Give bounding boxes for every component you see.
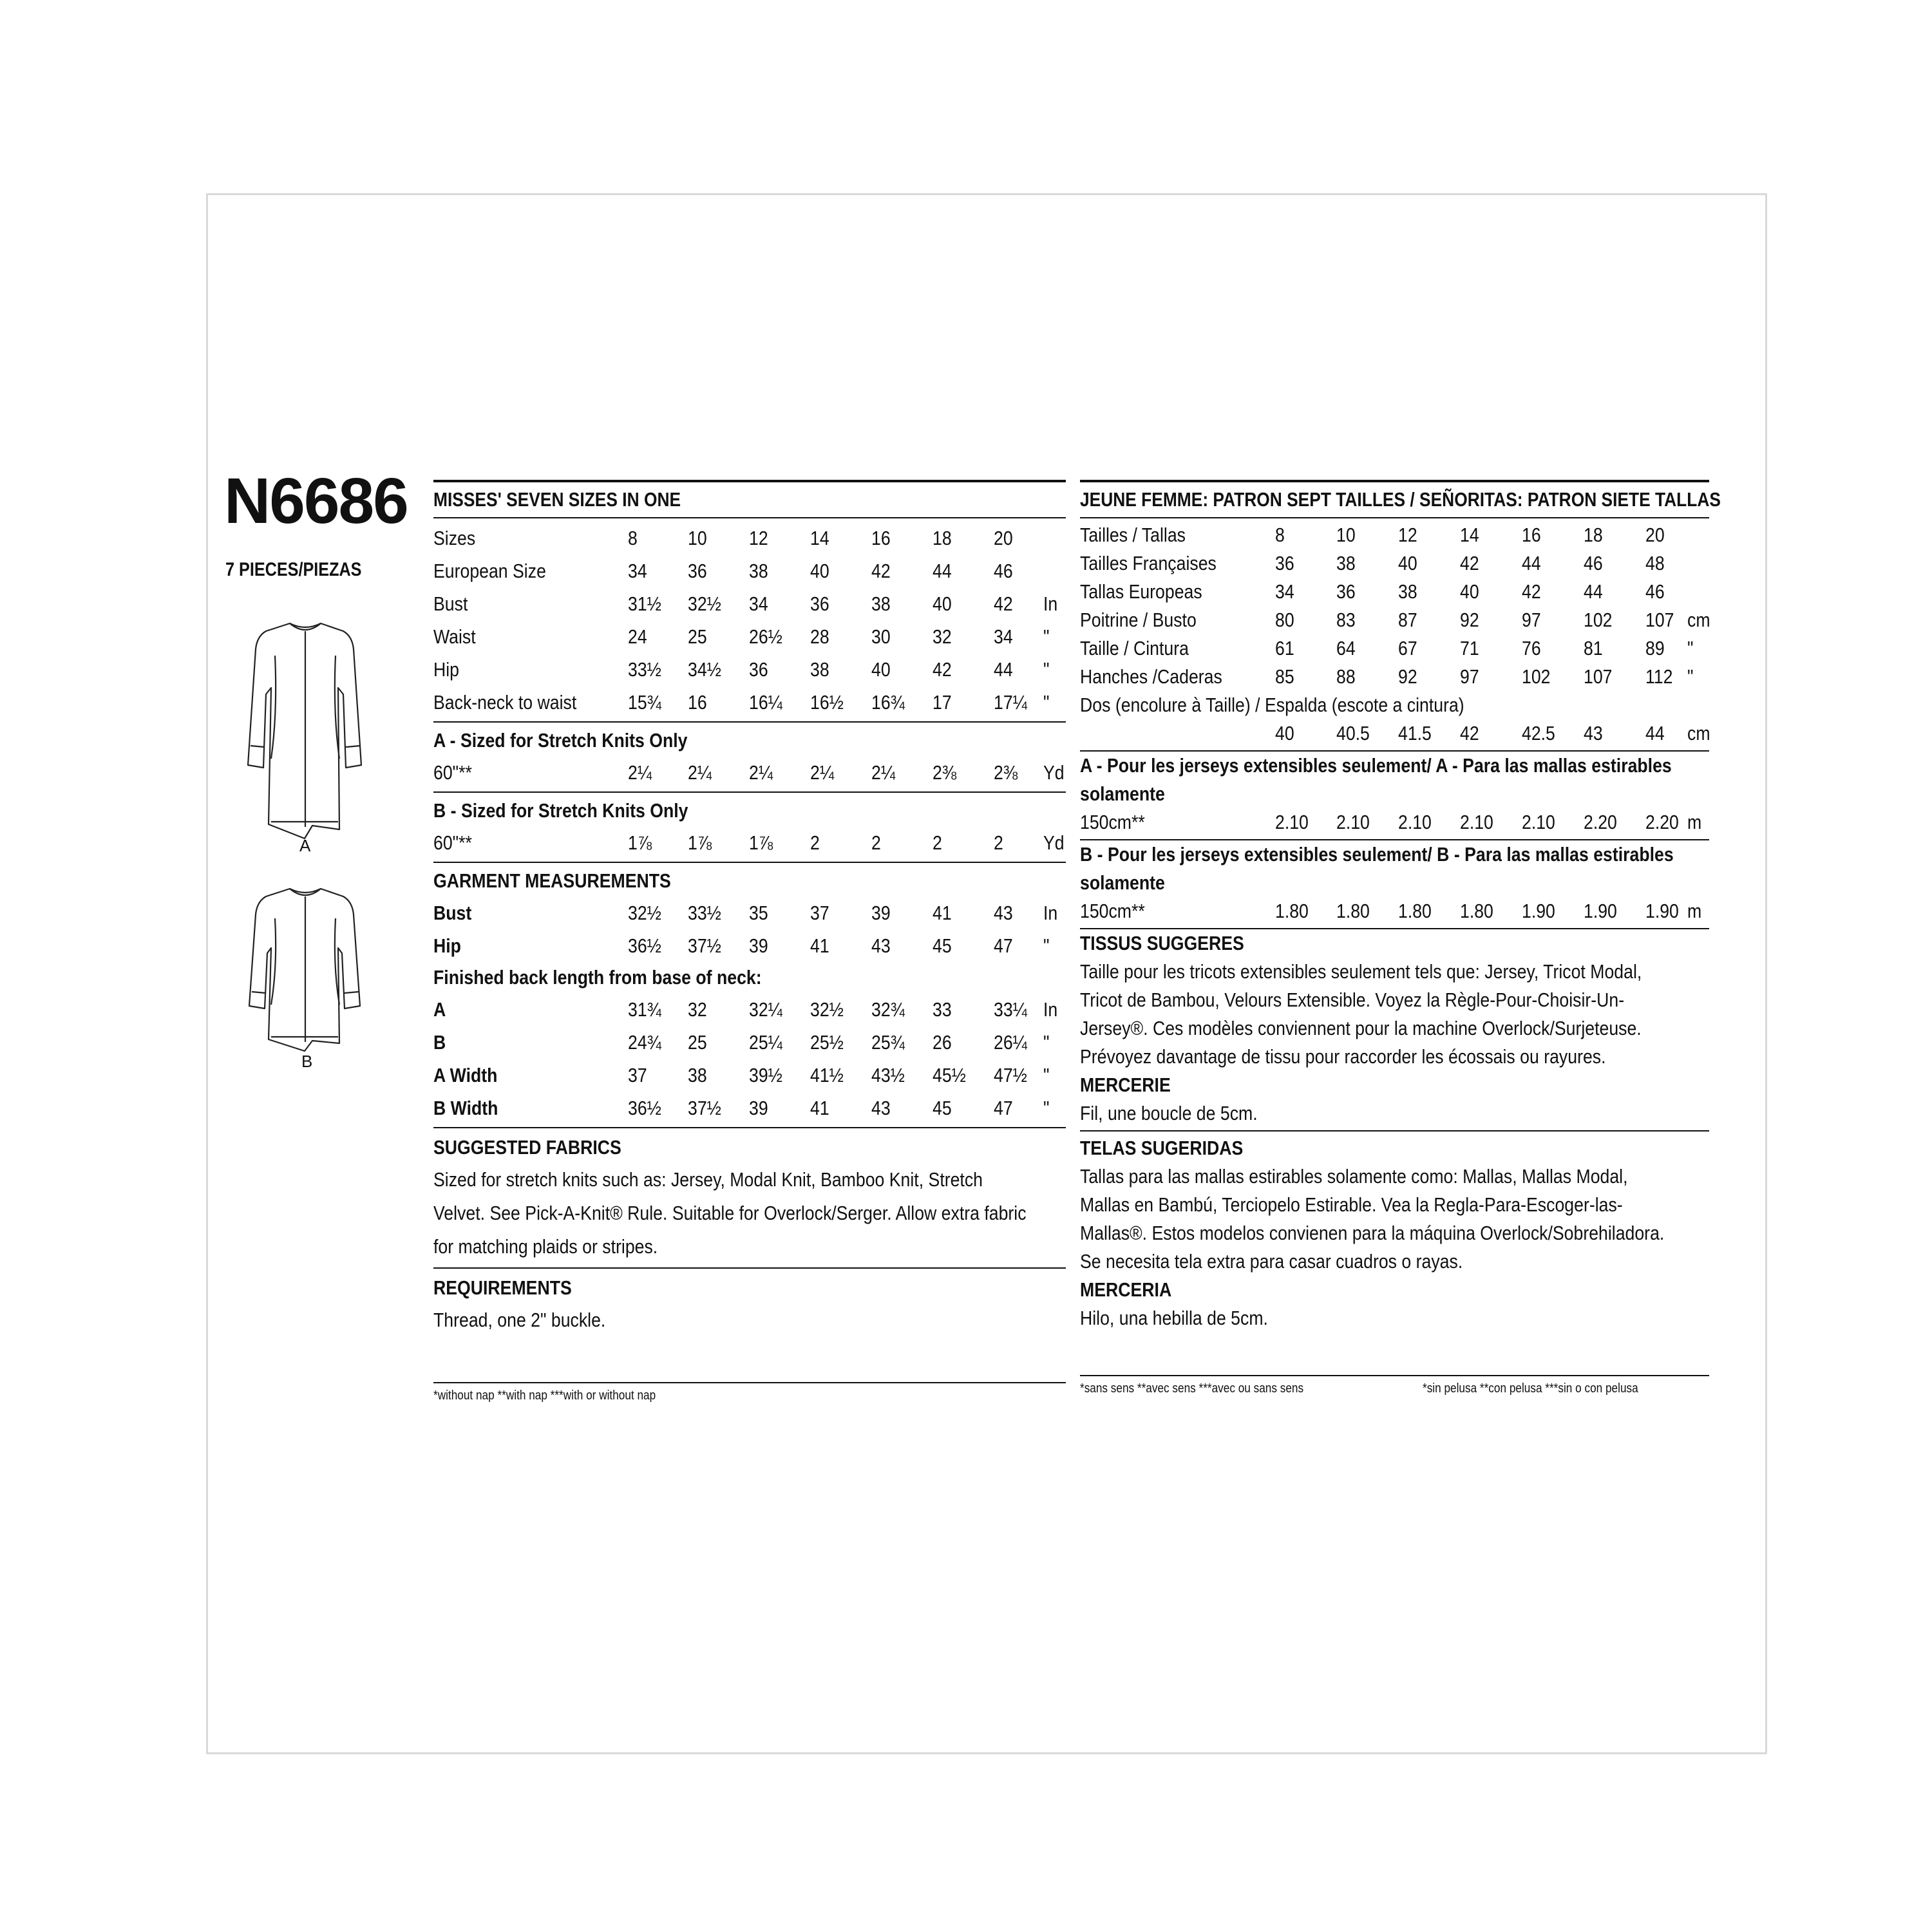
text-line: Velvet. See Pick-A-Knit® Rule. Suitable for Overlock/Serger. Allow extra fabric [433,1202,1027,1224]
view-a-heading: A - Sized for Stretch Knits Only [433,729,688,752]
size-value: 36 [749,658,768,681]
size-value: 34 [1275,580,1294,603]
text-line: Tricot de Bambou, Velours Extensible. Voyez la Règle-Pour-Choisir-Un- [1080,989,1625,1011]
unit-label: " [1043,934,1050,957]
size-value: 2 [871,831,881,854]
garment-measurements-table [433,896,1066,962]
row-label: Taille / Cintura [1080,637,1189,659]
size-value: 2¼ [749,761,773,784]
size-value: 80 [1275,609,1294,631]
size-value: 43½ [871,1064,905,1086]
size-value: 8 [628,527,638,549]
size-value: 25¼ [749,1031,782,1054]
size-value: 41.5 [1398,722,1432,744]
unit-label: In [1043,592,1058,615]
size-value: 30 [871,625,891,648]
size-value: 2⅜ [994,761,1018,784]
view-b-heading-translated: B - Pour les jerseys extensibles seulement/ B - Para las mallas estirables [1080,843,1674,866]
size-value: 71 [1460,637,1479,659]
size-value: 12 [1398,524,1417,546]
size-value: 24¾ [628,1031,661,1054]
es-fabrics-text [1080,1162,1709,1276]
size-value: 33½ [628,658,661,681]
view-a-sketch [235,617,377,849]
garment-heading: GARMENT MEASUREMENTS [433,869,671,892]
size-value: 40 [933,592,952,615]
size-value: 34½ [688,658,721,681]
size-value: 42 [994,592,1013,615]
size-value: 45 [933,1097,952,1119]
rule [433,721,1066,723]
rule [433,1127,1066,1128]
footnote-fr: *sans sens **avec sens ***avec ou sans sens [1080,1381,1304,1396]
text-line: Tallas para las mallas estirables solamente como: Mallas, Mallas Modal, [1080,1165,1628,1188]
rule [433,791,1066,793]
size-value: 34 [749,592,768,615]
size-value: 2⅜ [933,761,957,784]
size-value: 16 [1522,524,1541,546]
size-value: 45 [933,934,952,957]
size-value: 46 [994,560,1013,582]
row-label: Sizes [433,527,476,549]
size-value: 34 [628,560,647,582]
view-b-yardage [433,826,1066,859]
size-value: 15¾ [628,691,661,714]
size-value: 76 [1522,637,1541,659]
unit-label: " [1043,1031,1050,1054]
size-value: 39 [749,1097,768,1119]
english-column [433,480,1066,1405]
size-value: 42 [871,560,891,582]
es-notions-text: Hilo, una hebilla de 5cm. [1080,1307,1268,1329]
table-row [1080,549,1709,578]
fr-fabrics-text [1080,958,1709,1071]
unit-label: cm [1687,609,1710,631]
text-line: Se necesita tela extra para casar cuadros o rayas. [1080,1250,1463,1273]
size-value: 46 [1645,580,1665,603]
size-value: 14 [1460,524,1479,546]
size-value: 39½ [749,1064,782,1086]
size-value: 40 [810,560,829,582]
finished-heading: Finished back length from base of neck: [433,966,762,989]
text-line: Taille pour les tricots extensibles seulement tels que: Jersey, Tricot Modal, [1080,960,1642,983]
body-measurements-table [433,522,1066,719]
row-label: A Width [433,1064,498,1086]
view-b-label: B [301,1052,313,1071]
size-value: 1.90 [1584,900,1617,922]
size-value: 92 [1460,609,1479,631]
table-row [433,929,1066,962]
size-value: 38 [1398,580,1417,603]
view-b-sketch [235,882,377,1063]
size-value: 2 [933,831,942,854]
size-value: 25 [688,1031,707,1054]
row-label: Tailles Françaises [1080,552,1217,574]
size-value: 38 [871,592,891,615]
size-value: 32 [933,625,952,648]
table-row [1080,578,1709,606]
unit-label: In [1043,998,1058,1021]
size-value: 38 [688,1064,707,1086]
rule [433,1267,1066,1269]
footnote-row [1080,1379,1709,1398]
size-value: 2.10 [1522,811,1555,833]
size-value: 43 [1584,722,1603,744]
row-label: A [433,998,446,1021]
text-line: Sized for stretch knits such as: Jersey, Modal Knit, Bamboo Knit, Stretch [433,1168,983,1191]
table-row [433,896,1066,929]
table-row [433,1026,1066,1059]
table-row [433,1059,1066,1092]
size-value: 40 [1398,552,1417,574]
back-length-row [1080,719,1709,748]
row-label: Bust [433,592,468,615]
size-value: 36 [1275,552,1294,574]
size-value: 44 [994,658,1013,681]
row-label: Bust [433,902,472,924]
size-value: 43 [871,934,891,957]
translated-column [1080,480,1721,1398]
size-value: 18 [933,527,952,549]
text-line: for matching plaids or stripes. [433,1235,658,1258]
size-value: 40 [1275,722,1294,744]
view-b-heading: B - Sized for Stretch Knits Only [433,799,688,822]
row-label: Hip [433,934,461,957]
row-label: B [433,1031,446,1054]
size-value: 1.90 [1645,900,1679,922]
unit-label: " [1043,691,1050,714]
size-value: 2.20 [1584,811,1617,833]
rule [433,517,1066,518]
text-line: Mallas en Bambú, Terciopelo Estirable. Vea la Regla-Para-Escoger-las- [1080,1193,1623,1216]
size-value: 36½ [628,1097,661,1119]
row-label: Waist [433,625,476,648]
size-value: 41½ [810,1064,844,1086]
size-value: 16½ [810,691,844,714]
size-value: 2¼ [810,761,835,784]
size-value: 107 [1645,609,1674,631]
size-value: 64 [1336,637,1356,659]
row-label: Tallas Europeas [1080,580,1202,603]
size-value: 1⅞ [688,831,712,854]
size-value: 20 [1645,524,1665,546]
size-value: 40.5 [1336,722,1370,744]
unit-label: In [1043,902,1058,924]
view-a-heading-translated: A - Pour les jerseys extensibles seulement/ A - Para las mallas estirables [1080,754,1672,777]
rule [1080,517,1709,518]
size-value: 36 [688,560,707,582]
size-value: 32½ [628,902,661,924]
row-label: Hip [433,658,460,681]
size-value: 12 [749,527,768,549]
size-value: 18 [1584,524,1603,546]
size-value: 2¼ [628,761,652,784]
size-value: 26 [933,1031,952,1054]
size-value: 1⅞ [628,831,652,854]
size-value: 32½ [810,998,844,1021]
size-value: 20 [994,527,1013,549]
table-row [433,554,1066,587]
row-label: European Size [433,560,546,582]
size-value: 16¼ [749,691,782,714]
size-value: 36 [810,592,829,615]
view-b-heading-translated-2: solamente [1080,871,1165,894]
size-value: 38 [1336,552,1356,574]
size-value: 81 [1584,637,1603,659]
size-value: 44 [1645,722,1665,744]
unit-label: m [1687,900,1702,922]
table-row [1080,719,1709,748]
size-value: 97 [1522,609,1541,631]
rule [433,1382,1066,1383]
es-fabrics-heading: TELAS SUGERIDAS [1080,1137,1244,1159]
pattern-number: N6686 [224,465,408,537]
size-value: 25½ [810,1031,844,1054]
size-value: 37½ [688,934,721,957]
size-value: 2 [810,831,820,854]
size-value: 33 [933,998,952,1021]
size-value: 33¼ [994,998,1027,1021]
unit-label: Yd [1043,831,1065,854]
unit-label: " [1043,1064,1050,1086]
back-length-label: Dos (encolure à Taille) / Espalda (escote a cintura) [1080,694,1464,716]
size-value: 1⅞ [749,831,773,854]
fr-notions-text: Fil, une boucle de 5cm. [1080,1102,1258,1124]
table-row [1080,663,1709,691]
size-value: 92 [1398,665,1417,688]
view-b-meterage [1080,897,1709,925]
size-value: 44 [1522,552,1541,574]
size-value: 45½ [933,1064,966,1086]
footnote-es: *sin pelusa **con pelusa ***sin o con pelusa [1423,1381,1638,1396]
size-value: 112 [1645,665,1673,688]
size-value: 47½ [994,1064,1027,1086]
view-a-yardage [433,756,1066,789]
size-value: 17 [933,691,952,714]
size-value: 42 [933,658,952,681]
size-value: 16¾ [871,691,905,714]
size-value: 43 [994,902,1013,924]
table-row [1080,634,1709,663]
english-title: MISSES' SEVEN SIZES IN ONE [433,488,681,511]
size-value: 67 [1398,637,1417,659]
rule [1080,1130,1709,1132]
view-a-meterage [1080,808,1709,837]
size-value: 42 [1460,722,1479,744]
size-value: 2.10 [1398,811,1432,833]
row-label: 60"** [433,761,472,784]
size-value: 16 [688,691,707,714]
text-line: Mallas®. Estos modelos convienen para la máquina Overlock/Sobrehiladora. [1080,1222,1665,1244]
size-value: 1.80 [1275,900,1309,922]
requirements-heading: REQUIREMENTS [433,1276,572,1299]
size-value: 2 [994,831,1003,854]
size-value: 2.10 [1275,811,1309,833]
table-row [433,993,1066,1026]
table-row [1080,897,1709,925]
size-value: 14 [810,527,829,549]
size-value: 26¼ [994,1031,1027,1054]
back-length-label-row [1080,691,1709,719]
unit-label: " [1687,637,1694,659]
size-value: 37 [810,902,829,924]
finished-length-table [433,993,1066,1124]
size-value: 44 [933,560,952,582]
size-value: 35 [749,902,768,924]
translated-title: JEUNE FEMME: PATRON SEPT TAILLES / SEÑORITAS: PATRON SIETE TALLAS [1080,488,1721,511]
size-value: 36½ [628,934,661,957]
table-row [433,686,1066,719]
row-label: Hanches /Caderas [1080,665,1222,688]
size-value: 38 [749,560,768,582]
size-value: 26½ [749,625,782,648]
size-value: 25 [688,625,707,648]
size-value: 39 [871,902,891,924]
unit-label: " [1043,658,1050,681]
size-value: 31½ [628,592,661,615]
size-value: 41 [933,902,952,924]
size-value: 46 [1584,552,1603,574]
size-value: 38 [810,658,829,681]
size-value: 17¼ [994,691,1027,714]
size-value: 1.90 [1522,900,1555,922]
size-value: 40 [871,658,891,681]
fabrics-heading: SUGGESTED FABRICS [433,1136,621,1159]
unit-label: cm [1687,722,1710,744]
row-label: 60"** [433,831,472,854]
size-value: 61 [1275,637,1294,659]
size-value: 37 [628,1064,647,1086]
size-value: 42 [1522,580,1541,603]
size-value: 31¾ [628,998,661,1021]
size-value: 2¼ [688,761,712,784]
requirements-text: Thread, one 2" buckle. [433,1309,606,1331]
body-measurements-table-translated [1080,521,1709,691]
row-label: 150cm** [1080,811,1145,833]
size-value: 102 [1522,665,1551,688]
size-value: 34 [994,625,1013,648]
unit-label: " [1687,665,1694,688]
size-value: 16 [871,527,891,549]
size-value: 10 [688,527,707,549]
unit-label: m [1687,811,1702,833]
size-value: 10 [1336,524,1356,546]
size-value: 33½ [688,902,721,924]
row-label: Tailles / Tallas [1080,524,1186,546]
size-value: 42 [1460,552,1479,574]
row-label: Poitrine / Busto [1080,609,1197,631]
unit-label: " [1043,625,1050,648]
size-value: 32¼ [749,998,782,1021]
size-value: 2.20 [1645,811,1679,833]
size-value: 32½ [688,592,721,615]
size-value: 87 [1398,609,1417,631]
size-value: 44 [1584,580,1603,603]
size-value: 97 [1460,665,1479,688]
size-value: 39 [749,934,768,957]
size-value: 48 [1645,552,1665,574]
row-label: Back-neck to waist [433,691,577,714]
es-notions-heading: MERCERIA [1080,1278,1172,1301]
size-value: 42.5 [1522,722,1555,744]
size-value: 107 [1584,665,1613,688]
table-row [1080,521,1709,549]
size-value: 43 [871,1097,891,1119]
size-value: 88 [1336,665,1356,688]
table-row [433,587,1066,620]
size-value: 36 [1336,580,1356,603]
table-row [433,522,1066,554]
size-value: 28 [810,625,829,648]
size-value: 47 [994,1097,1013,1119]
pieces-count: 7 PIECES/PIEZAS [225,559,362,580]
table-row [1080,606,1709,634]
table-row [433,1092,1066,1124]
text-line: Prévoyez davantage de tissu pour raccorder les écossais ou rayures. [1080,1045,1606,1068]
table-row [433,756,1066,789]
text-line: Jersey®. Ces modèles conviennent pour la machine Overlock/Surjeteuse. [1080,1017,1642,1039]
size-value: 2.10 [1460,811,1493,833]
unit-label: Yd [1043,761,1065,784]
fabrics-text [433,1163,1065,1264]
size-value: 1.80 [1336,900,1370,922]
size-value: 1.80 [1398,900,1432,922]
unit-label: " [1043,1097,1050,1119]
size-value: 24 [628,625,647,648]
rule [433,862,1066,863]
size-value: 40 [1460,580,1479,603]
size-value: 37½ [688,1097,721,1119]
size-value: 47 [994,934,1013,957]
size-value: 1.80 [1460,900,1493,922]
fr-fabrics-heading: TISSUS SUGGERES [1080,932,1244,954]
size-value: 102 [1584,609,1613,631]
size-value: 85 [1275,665,1294,688]
footnote: *without nap **with nap ***with or without nap [433,1388,656,1403]
size-value: 83 [1336,609,1356,631]
table-row [1080,808,1709,837]
row-label: 150cm** [1080,900,1145,922]
size-value: 32 [688,998,707,1021]
table-row [433,826,1066,859]
size-value: 32¾ [871,998,905,1021]
table-row [433,653,1066,686]
size-value: 2.10 [1336,811,1370,833]
size-value: 2¼ [871,761,896,784]
fr-notions-heading: MERCERIE [1080,1074,1171,1096]
row-label: B Width [433,1097,498,1119]
size-value: 8 [1275,524,1285,546]
view-a-heading-translated-2: solamente [1080,782,1165,805]
size-value: 41 [810,1097,829,1119]
view-a-label: A [299,836,311,855]
table-row [433,620,1066,653]
rule [1080,1375,1709,1376]
size-value: 89 [1645,637,1665,659]
size-value: 41 [810,934,829,957]
size-value: 25¾ [871,1031,905,1054]
